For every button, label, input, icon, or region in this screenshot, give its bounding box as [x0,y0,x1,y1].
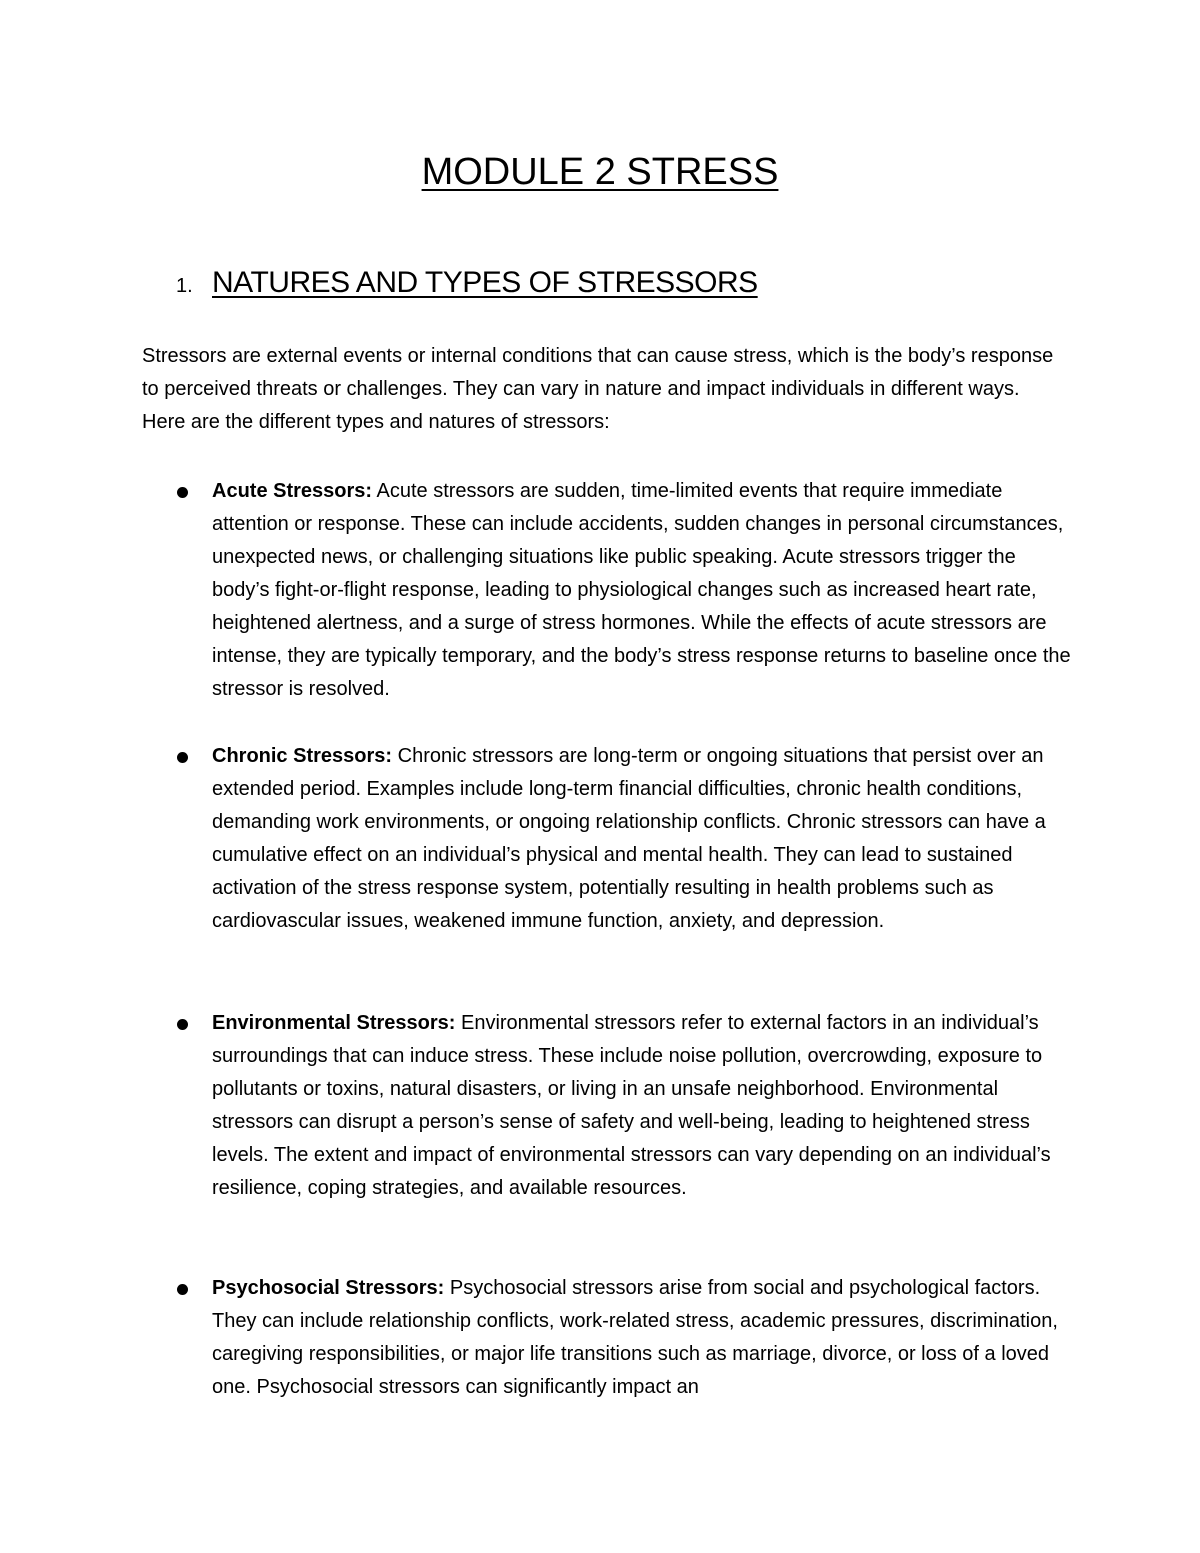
intro-paragraph: Stressors are external events or internal conditions that can cause stress, which is the body’s response to perceived threats or challenges. They can vary in nature and impact individuals in different ways. Here are the different types and natures of stressors: [142,345,1054,433]
bullet-icon [177,1019,188,1030]
bullet-icon [177,487,188,498]
bullet-term: Acute Stressors: [212,480,373,502]
section-number: 1. [176,275,193,297]
list-item-environmental-stressors [212,1007,1072,1205]
bullet-term: Environmental Stressors: [212,1012,456,1034]
bullet-term: Chronic Stressors: [212,745,393,767]
bullet-icon [177,752,188,763]
bullet-text: Environmental stressors refer to external factors in an individual’s surroundings that can induce stress. These include noise pollution, overcrowding, exposure to pollutants or toxins, natural disasters, or living in an unsafe neighborhood. Environmental stressors can disrupt a person’s sense of safety and well-being, leading to heightened stress levels. The extent and impact of environmental stressors can vary depending on an individual’s resilience, coping strategies, and available resources. [212,1012,1051,1199]
section-title: NATURES AND TYPES OF STRESSORS [212,266,758,299]
document-title [0,146,1200,198]
bullet-text: Acute stressors are sudden, time-limited events that require immediate attention or response. These can include accidents, sudden changes in personal circumstances, unexpected news, or challenging situations like public speaking. Acute stressors trigger the body’s fight-or-flight response, leading to physiological changes such as increased heart rate, heightened alertness, and a surge of stress hormones. While the effects of acute stressors are intense, they are typically temporary, and the body’s stress response returns to baseline once the stressor is resolved. [212,480,1071,700]
document-title-text: MODULE 2 STRESS [421,151,779,193]
bullet-text: Chronic stressors are long-term or ongoing situations that persist over an extended period. Examples include long-term financial difficulties, chronic health conditions, demanding work environments, or ongoing relationship conflicts. Chronic stressors can have a cumulative effect on an individual’s physical and mental health. They can lead to sustained activation of the stress response system, potentially resulting in health problems such as cardiovascular issues, weakened immune function, anxiety, and depression. [212,745,1046,932]
bullet-term: Psychosocial Stressors: [212,1277,445,1299]
list-item-chronic-stressors [212,740,1072,938]
list-item-psychosocial-stressors [212,1272,1072,1404]
bullet-icon [177,1284,188,1295]
bullet-text: Psychosocial stressors arise from social and psychological factors. They can include relationship conflicts, work-related stress, academic pressures, discrimination, caregiving responsibilities, or major life transitions such as marriage, divorce, or loss of a loved one. Psychosocial stressors can significantly impact an [212,1277,1058,1398]
section-heading [176,266,758,300]
list-item-acute-stressors [212,475,1072,706]
